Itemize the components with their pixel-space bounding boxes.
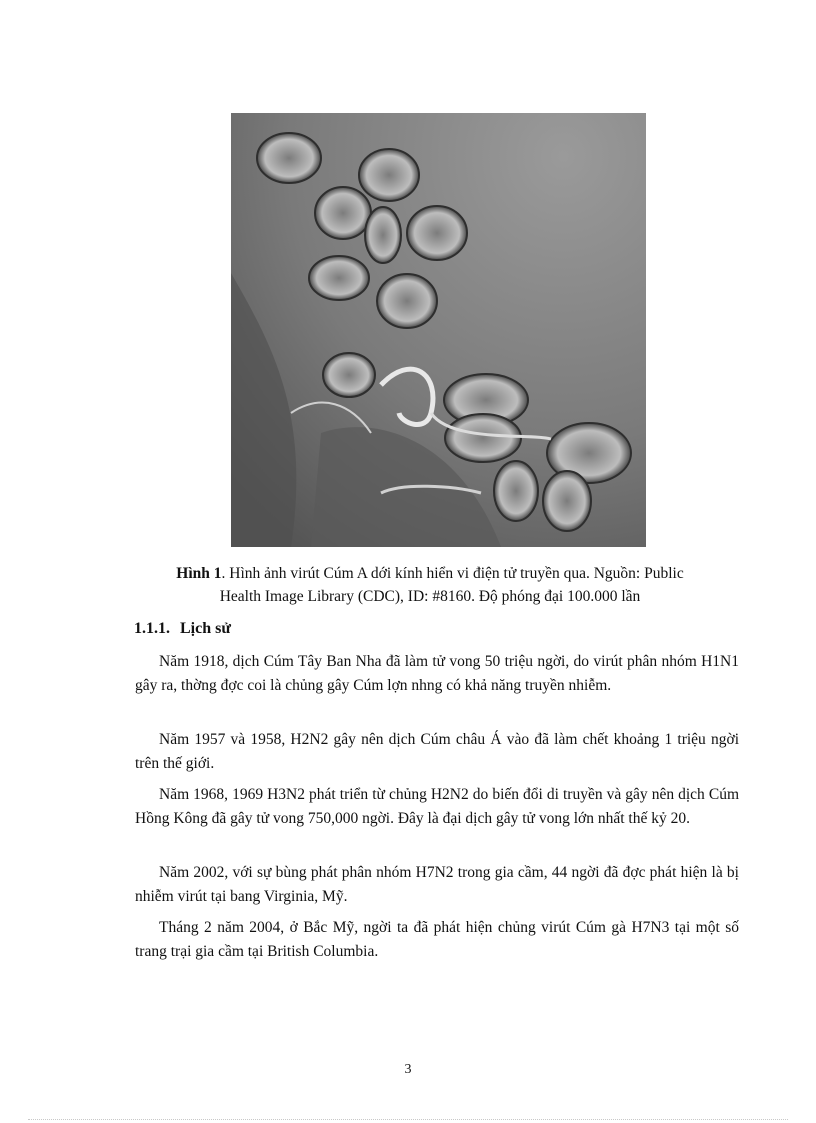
micrograph-drawing — [231, 113, 646, 547]
paragraph: Năm 1968, 1969 H3N2 phát triển từ chủng H2N2 do biến đổi di truyền và gây nên dịch Cúm Hồng Kông đã gây tử vong 750,000 ngời. Đây là đại dịch gây tử vong lớn nhất thế kỷ 20. — [135, 786, 739, 827]
paragraph: Năm 1957 và 1958, H2N2 gây nên dịch Cúm châu Á vào đã làm chết khoảng 1 triệu ngời trên thế giới. — [135, 731, 739, 772]
paragraph: Năm 2002, với sự bùng phát phân nhóm H7N2 trong gia cầm, 44 ngời đã đợc phát hiện là bị nhiễm virút tại bang Virginia, Mỹ. — [135, 864, 739, 905]
section-number: 1.1.1. — [134, 620, 170, 637]
caption-line-2: Health Image Library (CDC), ID: #8160. Độ phóng đại 100.000 lần — [219, 588, 641, 605]
section-title: Lịch sử — [180, 620, 231, 637]
caption-line-1 — [120, 562, 740, 585]
figure-label: Hình 1 — [176, 565, 222, 582]
paragraph: Tháng 2 năm 2004, ở Bắc Mỹ, ngời ta đã phát hiện chủng virút Cúm gà H7N3 tại một số trang trại gia cầm tại British Columbia. — [135, 919, 739, 960]
caption-text-1: . Hình ảnh virút Cúm A dới kính hiển vi điện tử truyền qua. Nguồn: Public — [221, 565, 684, 582]
page-number: 3 — [404, 1062, 412, 1077]
paragraph: Năm 1918, dịch Cúm Tây Ban Nha đã làm tử vong 50 triệu ngời, do virút phân nhóm H1N1 gây ra, thờng đợc coi là chủng gây Cúm lợn nhng có khả năng truyền nhiễm. — [135, 653, 739, 694]
figure-caption — [120, 562, 740, 608]
footer-divider — [28, 1119, 788, 1120]
virus-micrograph-image — [231, 113, 646, 547]
section-heading — [134, 620, 231, 638]
